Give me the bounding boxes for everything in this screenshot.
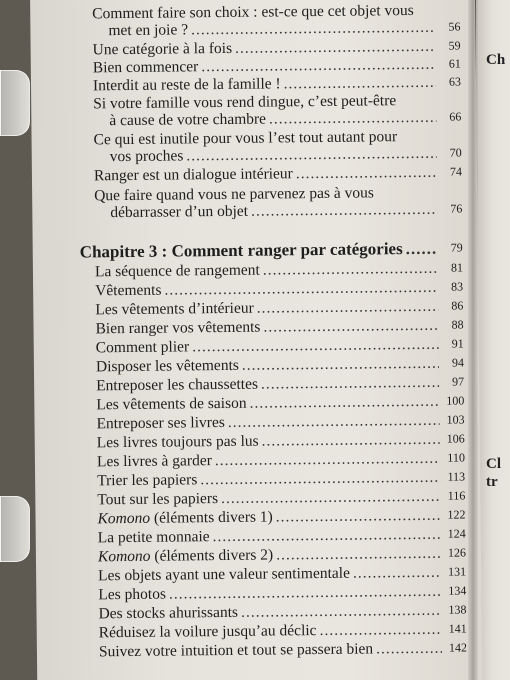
toc-entry: Que faire quand vous ne parvenez pas à vous débarrasser d’un objet ..... 76 bbox=[94, 183, 462, 221]
page-clip bbox=[0, 496, 30, 562]
chapter-heading: Chapitre 3 : Comment ranger par catégories ..... 79 bbox=[80, 239, 463, 260]
page-number: 113 bbox=[447, 469, 466, 484]
page-number: 61 bbox=[448, 56, 461, 71]
right-page-fragment: tr bbox=[486, 474, 498, 490]
toc-entry: Ranger est un dialogue intérieur ..... 74 bbox=[94, 163, 462, 184]
toc-entry: Ce qui est inutile pour vous l’est tout autant pour vos proches ..... 70 bbox=[93, 127, 461, 165]
toc-entry: Une catégorie à la fois ..... 59 bbox=[93, 37, 461, 58]
page-number: 106 bbox=[446, 431, 465, 446]
page-number: 141 bbox=[448, 621, 467, 636]
page-number: 79 bbox=[450, 240, 463, 255]
toc-entry: Interdit au reste de la famille ! ..... 63 bbox=[93, 73, 461, 94]
page-number: 97 bbox=[452, 374, 465, 389]
toc-entry: Suivez votre intuition et tout se passera bien ..... 142 bbox=[99, 639, 467, 660]
toc-entry: Vêtements ..... 83 bbox=[95, 278, 463, 299]
page-number: 56 bbox=[448, 19, 461, 34]
toc-entry: Les photos ..... 134 bbox=[98, 582, 466, 603]
toc-entry: Réduisez la voilure jusqu’au déclic ..... 141 bbox=[99, 620, 467, 641]
toc-entry: Entreposer les chaussettes ..... 97 bbox=[96, 373, 464, 394]
page-number: 74 bbox=[449, 164, 462, 179]
page-number: 116 bbox=[447, 488, 466, 503]
toc-entry: Komono (éléments divers 1) ..... 122 bbox=[97, 506, 465, 527]
right-page-fragment: Cl bbox=[486, 456, 501, 472]
toc-entry: Comment plier ..... 91 bbox=[96, 335, 464, 356]
page-number: 131 bbox=[448, 564, 467, 579]
page-number: 63 bbox=[448, 74, 462, 89]
toc-entry: Bien commencer ..... 61 bbox=[93, 55, 461, 76]
page-number: 83 bbox=[451, 279, 464, 294]
toc-entry: Les livres toujours pas lus ..... 106 bbox=[97, 430, 465, 451]
page-number: 138 bbox=[448, 602, 467, 617]
page-number: 134 bbox=[448, 583, 467, 598]
toc-entry: Bien ranger vos vêtements ..... 88 bbox=[95, 316, 463, 337]
page-number: 70 bbox=[449, 145, 462, 160]
page-number: 142 bbox=[448, 640, 467, 655]
page-clip bbox=[0, 70, 30, 136]
toc-entry: Les vêtements de saison ..... 100 bbox=[96, 392, 464, 413]
toc-entry: Komono (éléments divers 2) ..... 126 bbox=[98, 544, 466, 565]
page-number: 110 bbox=[447, 450, 465, 465]
page-number: 100 bbox=[446, 393, 465, 408]
toc-entry: Trier les papiers ..... 113 bbox=[97, 468, 465, 489]
toc-entry: Les objets ayant une valeur sentimentale ..... 131 bbox=[98, 563, 466, 584]
toc-entry: Les vêtements d’intérieur ..... 86 bbox=[95, 297, 463, 318]
page-number: 91 bbox=[451, 336, 464, 351]
toc-entry: Tout sur les papiers ..... 116 bbox=[97, 487, 465, 508]
toc-entry: La séquence de rangement ..... 81 bbox=[95, 259, 463, 280]
page-number: 59 bbox=[448, 38, 461, 53]
book-page bbox=[30, 0, 482, 680]
toc-entry: Les livres à garder ..... 110 bbox=[97, 449, 465, 470]
page-number: 94 bbox=[451, 355, 464, 370]
page-number: 122 bbox=[447, 507, 466, 522]
page-number: 66 bbox=[449, 109, 462, 124]
page-number: 126 bbox=[447, 545, 466, 560]
page-number: 76 bbox=[450, 201, 463, 216]
toc-entry: La petite monnaie ..... 124 bbox=[98, 525, 466, 546]
page-number: 88 bbox=[451, 317, 464, 332]
toc-entry: Si votre famille vous rend dingue, c’est peut-être à cause de votre chambre ..... 66 bbox=[93, 91, 461, 129]
right-page-fragment: Ch bbox=[486, 52, 506, 68]
toc-entry: Des stocks ahurissants ..... 138 bbox=[98, 601, 466, 622]
book-gutter bbox=[468, 0, 478, 680]
page-number: 86 bbox=[451, 298, 464, 313]
page-number: 124 bbox=[447, 526, 466, 541]
toc-entry: Disposer les vêtements ..... 94 bbox=[96, 354, 464, 375]
page-number: 103 bbox=[446, 412, 465, 427]
toc-entry: Entreposer ses livres ..... 103 bbox=[96, 411, 464, 432]
toc-entry: Comment faire son choix : est-ce que cet objet vous met en joie ? ..... 56 bbox=[92, 1, 460, 39]
page-number: 81 bbox=[450, 260, 464, 275]
